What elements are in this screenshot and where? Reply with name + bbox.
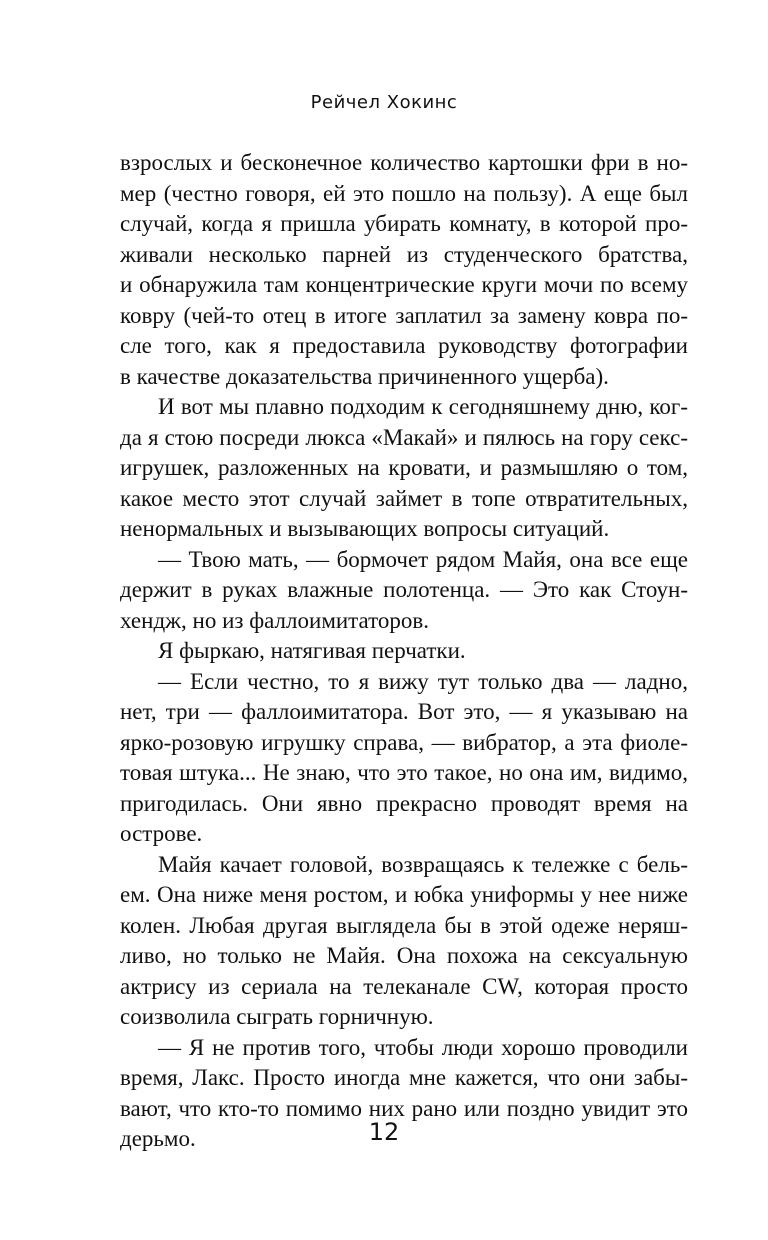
text-line: сле того, как я предоставила руководству фотографии (120, 333, 688, 358)
text-line: ковру (чей-то отец в итоге заплатил за замену ковра по- (120, 302, 688, 328)
text-line: дерьмо. (120, 1126, 196, 1151)
body-text (120, 148, 688, 1155)
text-line: ливо, но только не Майя. Она похожа на сексуальную (120, 943, 688, 968)
text-line: живали несколько парней из студенческого братства, (120, 241, 688, 267)
text-line: случай, когда я пришла убирать комнату, в которой про- (120, 211, 688, 236)
text-line: пригодилась. Они явно прекрасно проводят время на (120, 790, 688, 816)
text-line: в качестве доказательства причиненного ущерба). (120, 363, 609, 389)
text-line: держит в руках влажные полотенца. — Это как Стоун- (120, 577, 688, 602)
text-line: И вот мы плавно подходим к сегодняшнему дню, ког- (158, 394, 688, 419)
text-line: хендж, но из фаллоимитаторов. (120, 607, 429, 633)
text-line: время, Лакс. Просто иногда мне кажется, что они забы- (120, 1065, 688, 1090)
text-line: товая штука... Не знаю, что это такое, но она им, видимо, (120, 760, 688, 785)
text-line: мер (честно говоря, ей это пошло на пользу). А еще был (120, 180, 688, 206)
page-number: 12 (368, 1118, 400, 1146)
text-line: ненормальных и вызывающих вопросы ситуаций. (120, 516, 610, 541)
text-line: — Я не против того, чтобы люди хорошо проводили (158, 1034, 688, 1060)
text-line: взрослых и бесконечное количество картошки фри в но- (120, 150, 688, 175)
text-line: актрису из сериала на телеканале CW, которая просто (120, 973, 688, 999)
text-line: Майя качает головой, возвращаясь к тележке с бель- (158, 851, 688, 877)
text-line: — Если честно, то я вижу тут только два — ладно, (158, 668, 688, 694)
text-line: ем. Она ниже меня ростом, и юбка униформы у нее ниже (120, 882, 688, 907)
text-line: и обнаружила там концентрические круги мочи по всему (120, 272, 688, 297)
text-line: игрушек, разложенных на кровати, и размышляю о том, (120, 455, 688, 480)
text-line: — Твою мать, — бормочет рядом Майя, она все еще (158, 546, 688, 572)
text-line: вают, что кто-то помимо них рано или поздно увидит это (120, 1095, 688, 1121)
running-head: Рейчел Хокинс (310, 92, 458, 113)
text-line: какое место этот случай займет в топе отвратительных, (120, 485, 688, 511)
text-line: острове. (120, 821, 203, 846)
text-line: Я фыркаю, натягивая перчатки. (158, 638, 466, 663)
text-line: ярко-розовую игрушку справа, — вибратор, а эта фиоле- (120, 729, 688, 755)
text-line: колен. Любая другая выглядела бы в этой одеже неряш- (120, 912, 688, 938)
text-line: соизволила сыграть горничную. (120, 1004, 434, 1029)
text-line: да я стою посреди люкса «Макай» и пялюсь на гору секс- (120, 424, 688, 450)
text-line: нет, три — фаллоимитатора. Вот это, — я указываю на (120, 699, 688, 724)
